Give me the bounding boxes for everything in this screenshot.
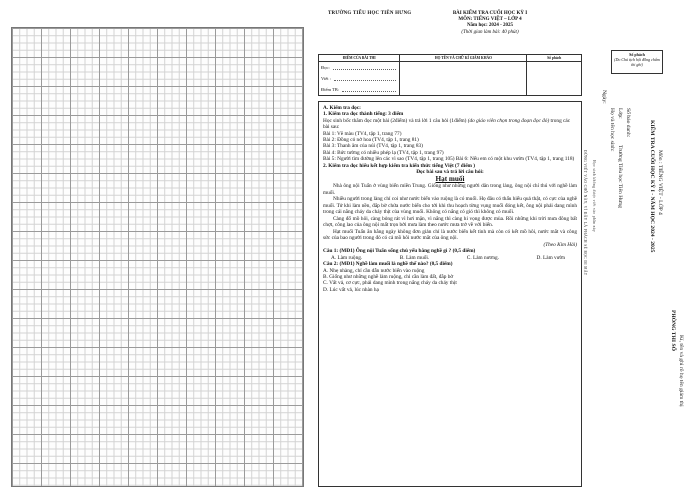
item-1-heading: 1. Kiểm tra đọc thành tiếng: 3 điểm xyxy=(323,111,404,118)
no-write-note: Học sinh không được viết vào phần này xyxy=(592,160,596,233)
side-exam-header: KIỂM TRA CUỐI HỌC KỲ I - NĂM HỌC 2024 - 2025 xyxy=(649,120,655,253)
score-label-tb: Điểm TB: xyxy=(321,87,340,92)
score-input-doc[interactable] xyxy=(333,65,397,70)
score-row-tb xyxy=(319,84,399,95)
lesson-item: Bài 4: Bức tường có nhiều phép lạ (TV4, tập 1, trang 97) xyxy=(323,149,444,156)
grid-paper-area xyxy=(11,27,304,487)
score-label-doc: Đọc: xyxy=(321,65,330,70)
code-cell[interactable] xyxy=(527,62,581,96)
exam-title: BÀI KIỂM TRA CUỐI HỌC KỲ I xyxy=(452,11,528,16)
cut-line-note: ĐỪNG VIẾT VÀO CHỖ NÀY, VÌ ĐÂY LÀ PHÁCH SẼ RỌC ĐI MẤT xyxy=(583,150,587,276)
exam-time: (Thời gian làm bài: 40 phút) xyxy=(461,29,519,35)
q2-option-d[interactable]: D. Lúc vất vả, lúc nhàn hạ xyxy=(323,286,379,293)
score-input-viet[interactable] xyxy=(334,76,397,81)
code-box-note: (Do Chủ tịch hội đồng chấm thi ghi) xyxy=(614,57,660,67)
code-box-title: Số phách xyxy=(629,52,645,57)
item-2-heading: 2. Kiểm tra đọc hiểu kết hợp kiểm tra kiến thức tiếng Việt (7 điểm ) xyxy=(323,162,476,169)
section-a-heading: A. Kiểm tra đọc: xyxy=(323,105,361,111)
q1-option-c[interactable]: C. Làm nương. xyxy=(466,254,499,261)
score-label-viet: Viết : xyxy=(321,76,331,81)
examiner-cell[interactable] xyxy=(400,62,527,96)
story-title: Hạt muối xyxy=(435,175,465,184)
exam-year: Năm học: 2024 - 2025 xyxy=(466,23,514,29)
q2-option-b[interactable]: B. Giống như những nghề làm ruộng, chỉ cần làm đất, đắp bờ xyxy=(323,274,454,280)
lesson-item: Bài 2: Đồng cỏ nở hoa (TV4, tập 1, trang 81) xyxy=(323,137,419,144)
score-table-body xyxy=(319,62,581,96)
q1-option-a[interactable]: A. Làm ruộng. xyxy=(331,254,363,261)
score-table xyxy=(318,54,582,96)
q2-option-c[interactable]: C. Vất vả, cơ cực, phải dang mình trong nắng cháy da cháy thịt xyxy=(323,280,457,287)
instruction xyxy=(323,118,577,131)
side-subject: Môn : TIẾNG VIỆT - LỚP 4 xyxy=(657,150,663,215)
code-box xyxy=(611,50,663,74)
side-class-label: Lớp: xyxy=(617,108,623,119)
score-table-header xyxy=(319,55,581,62)
story-paragraph: Hạt muối Tuấn ăn hằng ngày không đơn giản chỉ là nước biển kết tinh mà còn có kết mồ hôi, nước mắt và công sức của bao người trong đó có cả mồ hôi nước mắt của ông nội. xyxy=(323,228,577,242)
instruction-note: (do giáo viên chọn trong đoạn đọc đó) xyxy=(467,117,550,124)
exam-subject: MÔN: TIẾNG VIỆT – LỚP 4 xyxy=(458,17,522,23)
instruction-tail: trong các bài sau: xyxy=(323,117,571,131)
side-sbd-label: Số báo danh: xyxy=(625,108,631,138)
code-col-header: Số phách xyxy=(547,56,562,60)
q1-option-b[interactable]: B. Làm muối. xyxy=(399,254,430,261)
story-paragraph: Càng đổ mồ hôi, càng bỏng rát vì hơi mặn, vì nắng thì càng hi vọng được mùa. Rồi những khi trời mưa đông bất chợt, công lao của ông nội mất trọn bởi mưa làm theo nước mưa trở về với biển. xyxy=(323,215,577,229)
q1-option-d[interactable]: D. Làm vườn xyxy=(536,254,565,261)
school-name: TRƯỜNG TIỂU HỌC TIÊN HƯNG xyxy=(328,11,412,16)
side-invigilator-sign: Kí, tên và ghi rõ họ tên giám thị xyxy=(678,335,684,407)
story-source: (Theo Kim Hải) xyxy=(543,241,577,248)
lesson-item: Bài 5: Người tìm đường lên các vì sao (TV4, tập 1, trang 105) Bài 6: Nếu em có một khu vườn (TV4, tập 1, trang 118) xyxy=(323,156,575,163)
side-room: PHÒNG THI SỐ xyxy=(670,310,676,351)
story-paragraph: Nhiều người trong làng chỉ coi như nước biển vào ruộng là có muối. Họ đâu có thấu hiểu quả thật, có cực của nghề muối. Tử khi làm nền, đắp bờ chứa nước biển cho tới khi thu hoạch từng vụng muối đóng kết, ông nội phải dang mình trong cái nắng cháy da cháy thịt của vùng muối. Không có nắng có gió thì không có muối. xyxy=(323,196,577,216)
lesson-item: Bài 3: Thanh âm của núi (TV4, tập 1, trang 83) xyxy=(323,143,423,150)
lesson-item: Bài 1: Vẽ màu (TV4, tập 1, trang 77) xyxy=(323,130,402,137)
score-row-doc xyxy=(319,62,399,73)
side-day-label: Ngày: xyxy=(601,90,607,104)
read-instruction: Đọc bài sau và trả lời câu hỏi: xyxy=(416,169,484,176)
score-input-tb[interactable] xyxy=(342,87,396,92)
instruction-text: Học sinh bốc thăm đọc một bài (2điểm) và trả lời 1 câu hỏi (1điểm) xyxy=(323,117,467,124)
exam-content xyxy=(318,101,582,487)
side-name-label: Họ và tên học sinh: xyxy=(609,108,615,152)
exam-header xyxy=(430,11,550,36)
score-row-viet xyxy=(319,73,399,84)
score-cell xyxy=(319,62,400,96)
story-paragraph: Nhà ông nội Tuấn ở vùng biển miền Trung. Giống như những người dân trong làng, ông nội chí thú với nghề làm muối. xyxy=(323,183,577,196)
q2-option-a[interactable]: A. Nhẹ nhàng, chỉ cần dẫn nước biển vào ruộng xyxy=(323,267,425,274)
question-2: Câu 2: (MĐ1) Nghề làm muối là nghề thế nào? (0,5 điểm) xyxy=(323,261,453,268)
side-school-label: Trường Tiểu học Tiên Hưng xyxy=(617,145,623,208)
question-1: Câu 1: (MĐ1) Ông nội Tuấn sống chủ yếu bằng nghề gì ? (0,5 điểm) xyxy=(323,248,476,255)
examiner-col-header: HỌ TÊN VÀ CHỮ KÍ GIÁM KHẢO xyxy=(400,55,527,61)
score-col-header: ĐIỂM CỦA BÀI THI xyxy=(319,55,400,61)
